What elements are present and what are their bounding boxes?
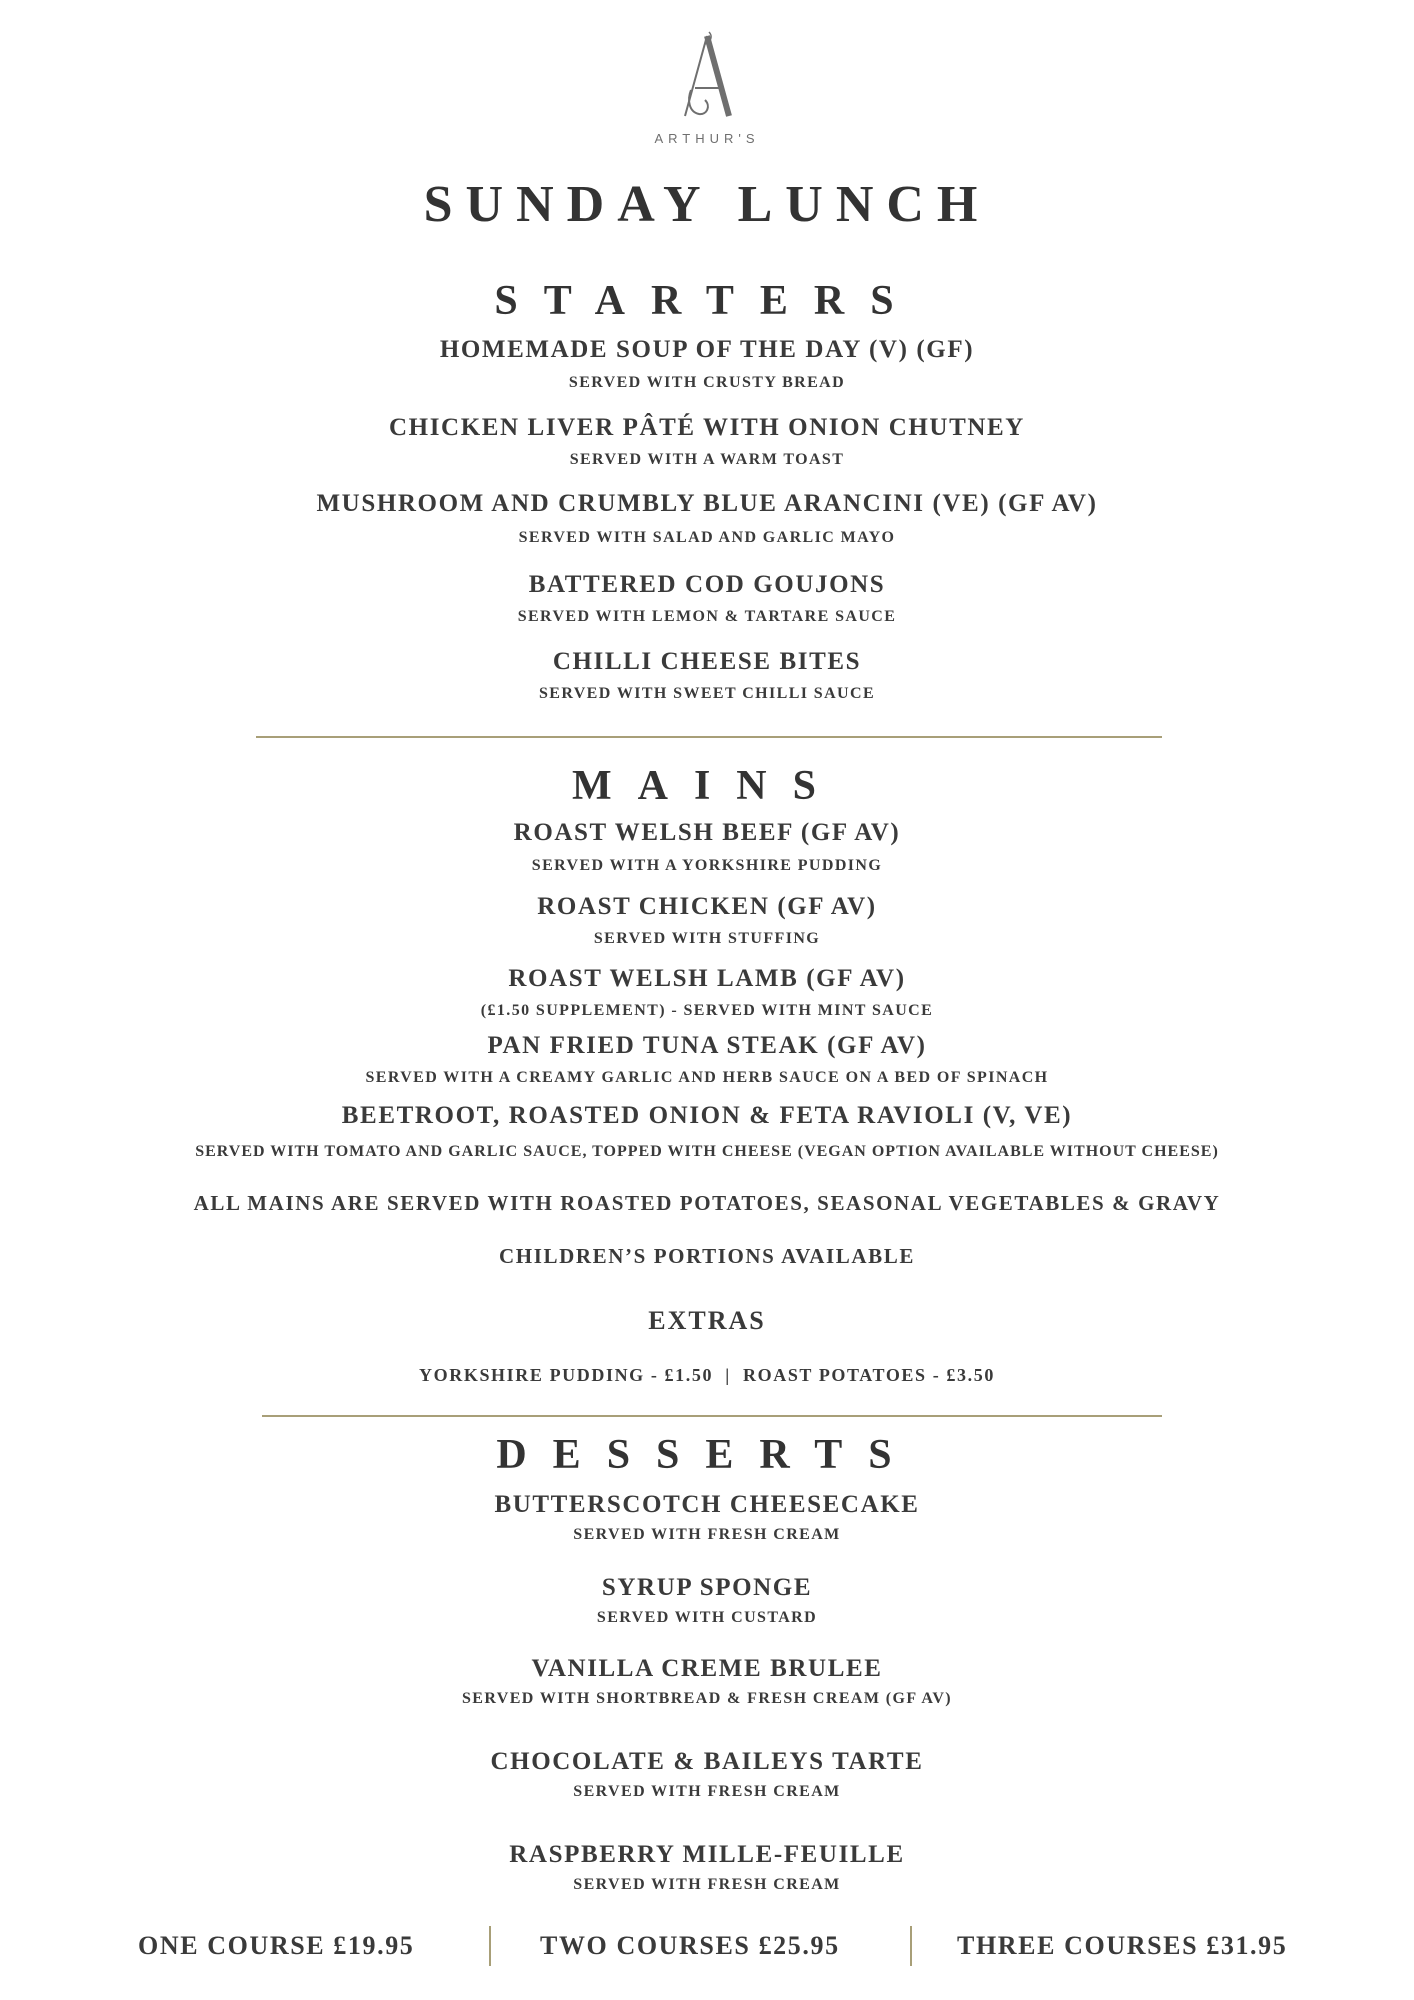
main-desc: SERVED WITH A CREAMY GARLIC AND HERB SAUCE ON A BED OF SPINACH — [365, 1069, 1049, 1086]
price-separator — [910, 1926, 912, 1966]
main-name: PAN FRIED TUNA STEAK (GF AV) — [487, 1032, 927, 1059]
main-desc: (£1.50 SUPPLEMENT) - SERVED WITH MINT SAUCE — [480, 1002, 934, 1019]
starters-title: STARTERS — [494, 278, 920, 324]
page-title: SUNDAY LUNCH — [423, 176, 991, 233]
price-separator — [489, 1926, 491, 1966]
starter-name: MUSHROOM AND CRUMBLY BLUE ARANCINI (VE) (GF AV) — [316, 490, 1098, 517]
main-desc: SERVED WITH STUFFING — [593, 930, 821, 947]
starter-desc: SERVED WITH SALAD AND GARLIC MAYO — [518, 529, 896, 546]
price-two-courses: TWO COURSES £25.95 — [540, 1931, 840, 1960]
starter-name: CHICKEN LIVER PÂTÉ WITH ONION CHUTNEY — [389, 414, 1025, 441]
main-name: BEETROOT, ROASTED ONION & FETA RAVIOLI (V, VE) — [341, 1102, 1073, 1129]
starter-name: BATTERED COD GOUJONS — [528, 571, 886, 598]
dessert-desc: SERVED WITH FRESH CREAM — [573, 1876, 841, 1893]
dessert-desc: SERVED WITH CUSTARD — [596, 1609, 818, 1626]
dessert-name: RASPBERRY MILLE-FEUILLE — [509, 1841, 905, 1868]
mains-note: ALL MAINS ARE SERVED WITH ROASTED POTATOES, SEASONAL VEGETABLES & GRAVY — [193, 1191, 1221, 1215]
mains-title: MAINS — [571, 763, 842, 809]
childrens-portions: CHILDREN’S PORTIONS AVAILABLE — [499, 1244, 915, 1268]
starter-desc: SERVED WITH LEMON & TARTARE SAUCE — [517, 608, 897, 625]
dessert-name: CHOCOLATE & BAILEYS TARTE — [490, 1748, 924, 1775]
extras-title: EXTRAS — [648, 1306, 766, 1335]
starter-desc: SERVED WITH A WARM TOAST — [569, 451, 845, 468]
starter-name: CHILLI CHEESE BITES — [552, 648, 862, 675]
main-desc: SERVED WITH TOMATO AND GARLIC SAUCE, TOPPED WITH CHEESE (VEGAN OPTION AVAILABLE WITHOUT CHEESE) — [195, 1143, 1219, 1160]
brand-name: ARTHUR'S — [654, 131, 760, 146]
main-desc: SERVED WITH A YORKSHIRE PUDDING — [531, 857, 883, 874]
section-divider — [262, 1415, 1162, 1417]
desserts-title: DESSERTS — [496, 1432, 918, 1478]
section-divider — [256, 736, 1162, 738]
dessert-desc: SERVED WITH SHORTBREAD & FRESH CREAM (GF AV) — [461, 1690, 952, 1707]
starter-name: HOMEMADE SOUP OF THE DAY (V) (GF) — [439, 336, 975, 363]
main-name: ROAST WELSH LAMB (GF AV) — [508, 965, 906, 992]
main-name: ROAST CHICKEN (GF AV) — [537, 893, 877, 920]
price-three-courses: THREE COURSES £31.95 — [957, 1931, 1288, 1960]
dessert-desc: SERVED WITH FRESH CREAM — [573, 1783, 841, 1800]
dessert-name: SYRUP SPONGE — [601, 1574, 813, 1601]
dessert-name: BUTTERSCOTCH CHEESECAKE — [494, 1491, 920, 1518]
dessert-name: VANILLA CREME BRULEE — [531, 1655, 883, 1682]
main-name: ROAST WELSH BEEF (GF AV) — [513, 819, 901, 846]
arthurs-logo-icon — [657, 30, 757, 120]
starter-desc: SERVED WITH CRUSTY BREAD — [568, 374, 846, 391]
starter-desc: SERVED WITH SWEET CHILLI SAUCE — [538, 685, 876, 702]
price-one-course: ONE COURSE £19.95 — [138, 1931, 415, 1960]
dessert-desc: SERVED WITH FRESH CREAM — [573, 1526, 841, 1543]
extras-list: YORKSHIRE PUDDING - £1.50 | ROAST POTATOES - £3.50 — [419, 1365, 995, 1385]
